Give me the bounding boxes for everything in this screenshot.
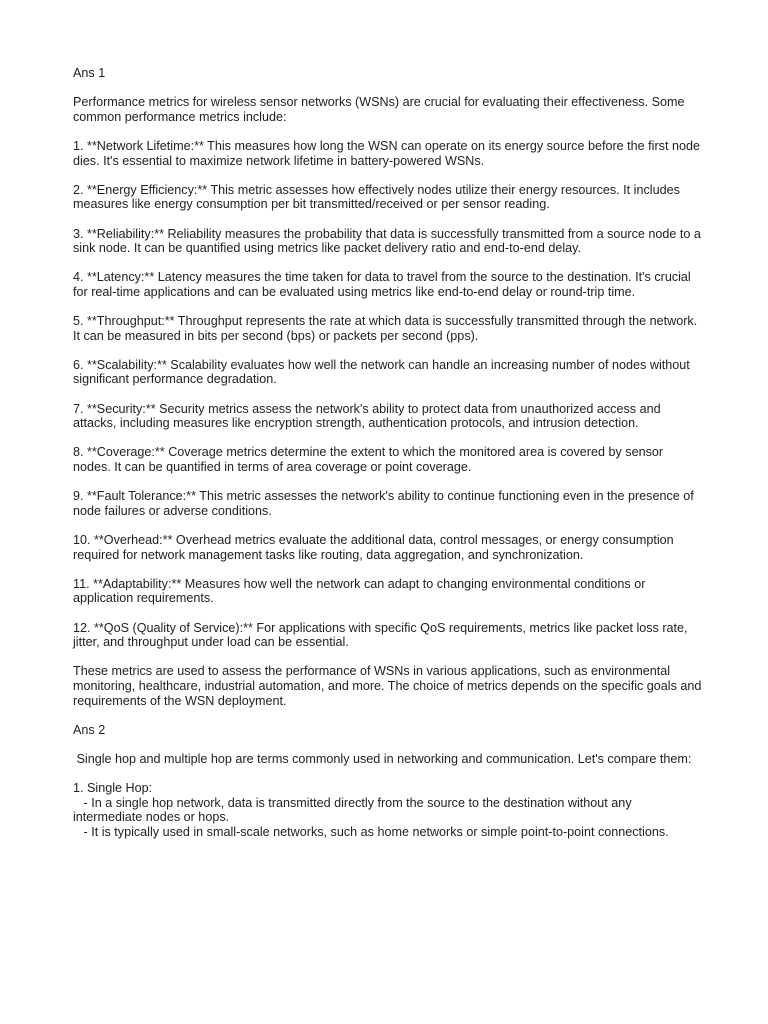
metric-scalability: 6. **Scalability:** Scalability evaluates how well the network can handle an increasing number of nodes without significant performance degradation. bbox=[73, 357, 694, 387]
single-hop-point-2: - It is typically used in small-scale networks, such as home networks or simple point-to-point connections. bbox=[73, 824, 669, 839]
metric-security: 7. **Security:** Security metrics assess the network's ability to protect data from unauthorized access and attacks, including measures like encryption strength, authentication protocols, and intrusion detection. bbox=[73, 401, 665, 431]
metric-latency: 4. **Latency:** Latency measures the time taken for data to travel from the source to the destination. It's crucial for real-time applications and can be evaluated using metrics like end-to-end delay or round-trip time. bbox=[73, 270, 695, 299]
ans1-heading: Ans 1 bbox=[73, 66, 106, 80]
ans2-heading: Ans 2 bbox=[73, 722, 106, 737]
metric-coverage: 8. **Coverage:** Coverage metrics determine the extent to which the monitored area is covered by sensor nodes. It can be quantified in terms of area coverage or point coverage. bbox=[73, 445, 667, 475]
metric-energy-efficiency: 2. **Energy Efficiency:** This metric assesses how effectively nodes utilize their energy resources. It includes measures like energy consumption per bit transmitted/received or per sensor reading. bbox=[73, 182, 684, 212]
intro-paragraph: Performance metrics for wireless sensor networks (WSNs) are crucial for evaluating their effectiveness. Some common performance metrics include: bbox=[73, 95, 688, 124]
metric-reliability: 3. **Reliability:** Reliability measures the probability that data is successfully transmitted from a source node to a sink node. It can be quantified using metrics like packet delivery ratio and end-to-end delay. bbox=[73, 226, 705, 256]
ans2-intro-paragraph: Single hop and multiple hop are terms commonly used in networking and communication. Let's compare them: bbox=[73, 751, 692, 766]
conclusion-paragraph: These metrics are used to assess the performance of WSNs in various applications, such as environmental monitoring, healthcare, industrial automation, and more. The choice of metrics depends on the specific goals and requirements of the WSN deployment. bbox=[73, 664, 705, 708]
metric-network-lifetime: 1. **Network Lifetime:** This measures how long the WSN can operate on its energy source before the first node dies. It's essential to maximize network lifetime in battery-powered WSNs. bbox=[73, 138, 704, 168]
single-hop-point-1: - In a single hop network, data is transmitted directly from the source to the destination without any intermediate nodes or hops. bbox=[73, 795, 636, 825]
metric-adaptability: 11. **Adaptability:** Measures how well the network can adapt to changing environmental conditions or application requirements. bbox=[73, 576, 649, 606]
single-hop-section bbox=[73, 781, 703, 839]
metric-throughput: 5. **Throughput:** Throughput represents the rate at which data is successfully transmitted through the network. It can be measured in bits per second (bps) or packets per second (pps). bbox=[73, 314, 701, 343]
metric-fault-tolerance: 9. **Fault Tolerance:** This metric assesses the network's ability to continue functioning even in the presence of node failures or adverse conditions. bbox=[73, 489, 698, 518]
metric-qos: 12. **QoS (Quality of Service):** For applications with specific QoS requirements, metrics like packet loss rate, jitter, and throughput under load can be essential. bbox=[73, 620, 692, 650]
single-hop-title: 1. Single Hop: bbox=[73, 781, 153, 796]
document-body bbox=[73, 66, 703, 839]
metric-overhead: 10. **Overhead:** Overhead metrics evaluate the additional data, control messages, or energy consumption required for network management tasks like routing, data aggregation, and synchronization. bbox=[73, 533, 678, 562]
